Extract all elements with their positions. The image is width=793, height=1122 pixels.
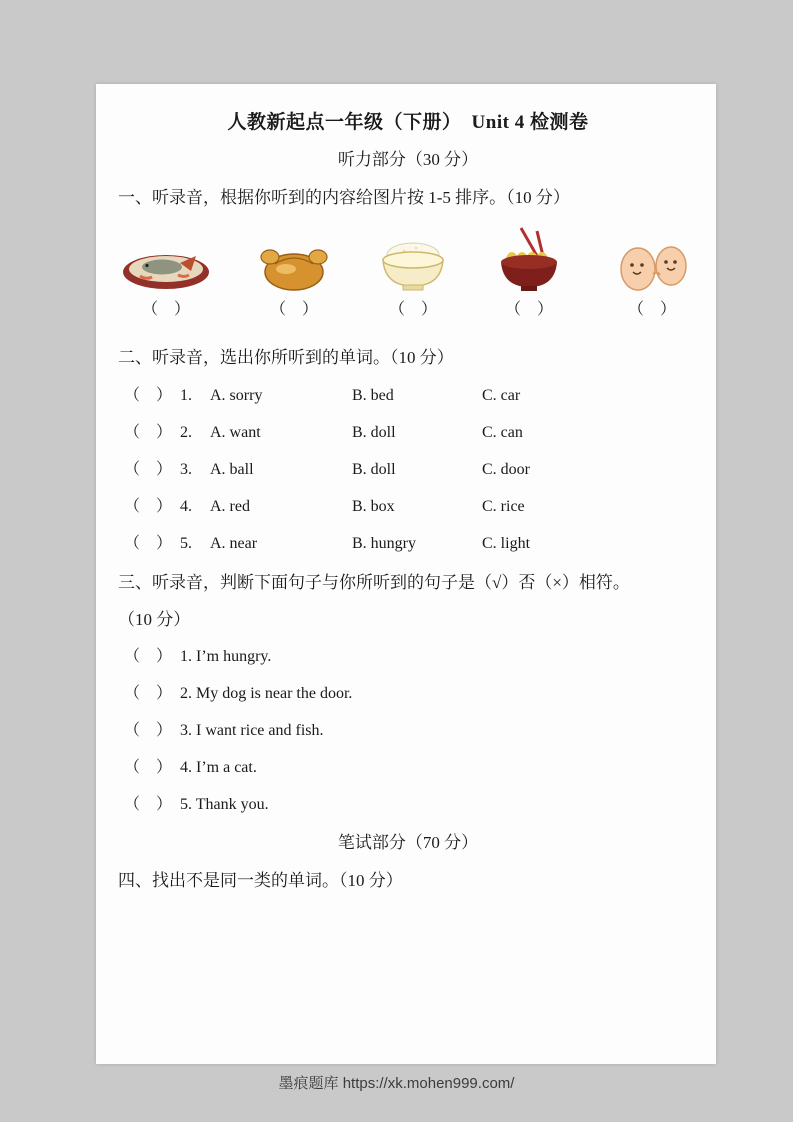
section3-heading: 三、听录音，判断下面句子与你所听到的句子是（√）否（×）相符。 [118,573,630,592]
section2-heading: 二、听录音，选出你所听到的单词。（10 分） [118,348,454,367]
option-a: A. near [210,535,258,552]
option-a: A. sorry [210,387,263,404]
section4-heading: 四、找出不是同一类的单词。（10 分） [118,871,403,890]
question-number: 2. [180,424,192,441]
option-c: C. can [482,424,523,441]
answer-bracket: （ ） [388,301,437,318]
roast-chicken-image [255,232,333,294]
question-row [118,532,698,555]
answer-bracket: （ ） [124,461,173,478]
sentence-row [118,756,698,779]
question-row [118,495,698,518]
question-row [118,384,698,407]
answer-bracket: （ ） [124,387,173,404]
question-number: 4. [180,498,192,515]
sentence-text: 3. I want rice and fish. [180,722,324,739]
test-paper-page [96,84,716,1064]
sentence-row [118,719,698,742]
fish-dish-image [120,230,212,294]
sentence-text: 5. Thank you. [180,796,269,813]
image-item-eggs [608,234,696,320]
answer-bracket: （ ） [504,301,553,318]
answer-bracket: （ ） [141,301,190,318]
image-item-fish [120,230,212,320]
answer-bracket: （ ） [124,685,173,702]
sentence-text: 1. I’m hungry. [180,648,272,665]
option-a: A. ball [210,461,254,478]
option-b: B. doll [352,424,396,441]
option-b: B. doll [352,461,396,478]
option-c: C. door [482,461,530,478]
section1-images-row [118,226,698,320]
question-row [118,421,698,444]
option-b: B. hungry [352,535,416,552]
answer-bracket: （ ） [124,424,173,441]
answer-bracket: （ ） [269,301,318,318]
option-b: B. box [352,498,395,515]
answer-bracket: （ ） [627,301,676,318]
sentence-row [118,682,698,705]
answer-bracket: （ ） [124,796,173,813]
answer-bracket: （ ） [124,722,173,739]
sentence-text: 4. I’m a cat. [180,759,257,776]
noodle-bowl-image [493,226,565,294]
sentence-text: 2. My dog is near the door. [180,685,353,702]
option-a: A. red [210,498,250,515]
option-b: B. bed [352,387,394,404]
eggs-image [608,234,696,294]
question-number: 1. [180,387,192,404]
listening-part-header: 听力部分（30 分） [337,150,479,169]
answer-bracket: （ ） [124,535,173,552]
answer-bracket: （ ） [124,648,173,665]
image-item-chicken [255,232,333,320]
question-number: 3. [180,461,192,478]
watermark-footer: 墨痕题库 https://xk.mohen999.com/ [278,1075,515,1092]
sentence-row [118,793,698,816]
section1-heading: 一、听录音，根据你听到的内容给图片按 1-5 排序。（10 分） [118,188,570,207]
answer-bracket: （ ） [124,498,173,515]
option-c: C. rice [482,498,525,515]
question-row [118,458,698,481]
option-c: C. car [482,387,521,404]
rice-bowl-image [376,234,450,294]
image-item-noodles [493,226,565,320]
option-a: A. want [210,424,261,441]
sentence-row [118,645,698,668]
option-c: C. light [482,535,531,552]
section3-heading-score: （10 分） [118,610,191,629]
paper-title: 人教新起点一年级（下册） Unit 4 检测卷 [227,112,589,133]
answer-bracket: （ ） [124,759,173,776]
question-number: 5. [180,535,192,552]
written-part-header: 笔试部分（70 分） [337,833,479,852]
image-item-rice [376,234,450,320]
